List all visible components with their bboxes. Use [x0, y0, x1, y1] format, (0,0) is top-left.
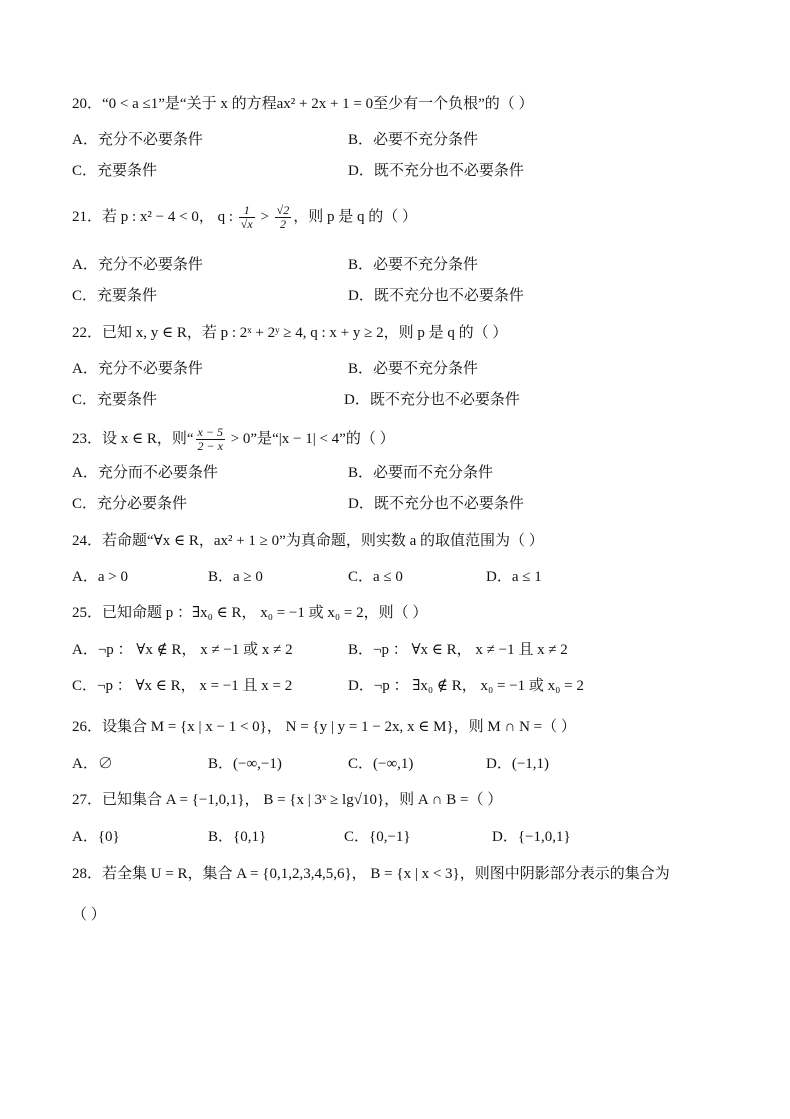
- question-20-option-d: D．既不充分也不必要条件: [348, 163, 524, 179]
- question-22-option-d: D．既不充分也不必要条件: [344, 392, 520, 408]
- question-23-suffix: > 0”是“|x − 1| < 4”的（ ）: [226, 430, 395, 447]
- question-28-answer-paren: （ ）: [72, 907, 106, 923]
- question-27-stem: 27．已知集合 A = {−1,0,1}， B = {x | 3ˣ ≥ lg√10}，则 A ∩ B =（ ）: [72, 792, 503, 808]
- question-20-stem: 20．“0 < a ≤1”是“关于 x 的方程ax² + 2x + 1 = 0至少有一个负根”的（ ）: [72, 96, 534, 112]
- question-25-option-c: C．¬p ： ∀x ∈ R， x = −1 且 x = 2: [72, 678, 293, 694]
- question-26-option-d: D．(−1,1): [486, 756, 550, 772]
- question-24-option-b: B．a ≥ 0: [208, 569, 263, 585]
- fraction-numerator: x − 5: [197, 425, 223, 439]
- fraction-numerator: 1: [239, 204, 255, 218]
- question-20-option-a: A．充分不必要条件: [72, 132, 203, 148]
- question-27-option-d: D．{−1,0,1}: [492, 829, 571, 845]
- question-26-option-a: A．∅: [72, 756, 113, 772]
- fraction-numerator: √2: [276, 203, 290, 217]
- question-24-stem: 24．若命题“∀x ∈ R，ax² + 1 ≥ 0”为真命题，则实数 a 的取值范围为（ ）: [72, 533, 544, 549]
- question-25-option-d: D．¬p ： ∃x₀ ∉ R， x₀ = −1 或 x₀ = 2: [348, 678, 584, 694]
- question-23-stem: [72, 426, 395, 453]
- question-22-option-a: A．充分不必要条件: [72, 361, 203, 377]
- question-22-stem: 22．已知 x, y ∈ R，若 p : 2ˣ + 2ʸ ≥ 4, q : x + y ≥ 2，则 p 是 q 的（ ）: [72, 325, 508, 341]
- question-25-option-a: A．¬p ： ∀x ∉ R， x ≠ −1 或 x ≠ 2: [72, 642, 293, 658]
- question-22-option-b: B．必要不充分条件: [348, 361, 479, 377]
- question-21-stem: [72, 204, 417, 231]
- question-21-option-a: A．充分不必要条件: [72, 257, 203, 273]
- question-27-option-a: A．{0}: [72, 829, 120, 845]
- fraction-denominator: 2: [279, 217, 286, 231]
- fraction-denominator: √x: [240, 217, 253, 231]
- question-23-option-c: C．充分必要条件: [72, 496, 188, 512]
- question-24-option-d: D．a ≤ 1: [486, 569, 542, 585]
- question-22-option-c: C．充要条件: [72, 392, 158, 408]
- fraction-sqrt2-over-2: [275, 204, 292, 231]
- question-23-option-d: D．既不充分也不必要条件: [348, 496, 524, 512]
- question-21-prefix: 21．若 p : x² − 4 < 0， q :: [72, 208, 237, 225]
- question-20-option-c: C．充要条件: [72, 163, 158, 179]
- fraction-1-over-sqrt-x: [239, 204, 255, 231]
- question-20-option-b: B．必要不充分条件: [348, 132, 479, 148]
- question-21-option-b: B．必要不充分条件: [348, 257, 479, 273]
- question-23-option-b: B．必要而不充分条件: [348, 465, 494, 481]
- question-24-option-c: C．a ≤ 0: [348, 569, 403, 585]
- fraction-denominator: 2 − x: [197, 439, 223, 453]
- question-21-option-d: D．既不充分也不必要条件: [348, 288, 524, 304]
- question-23-prefix: 23．设 x ∈ R，则“: [72, 430, 194, 447]
- question-26-stem: 26．设集合 M = {x | x − 1 < 0}， N = {y | y = 1 − 2x, x ∈ M}，则 M ∩ N =（ ）: [72, 719, 576, 735]
- question-26-option-b: B．(−∞,−1): [208, 756, 282, 772]
- fraction-x-minus-5-over-2-minus-x: [196, 426, 225, 453]
- question-23-option-a: A．充分而不必要条件: [72, 465, 218, 481]
- question-25-stem: 25．已知命题 p ：∃x₀ ∈ R， x₀ = −1 或 x₀ = 2，则（ ）: [72, 605, 428, 621]
- question-28-stem: 28．若全集 U = R，集合 A = {0,1,2,3,4,5,6}， B = {x | x < 3}，则图中阴影部分表示的集合为: [72, 866, 670, 882]
- question-21-option-c: C．充要条件: [72, 288, 158, 304]
- question-27-option-b: B．{0,1}: [208, 829, 267, 845]
- question-21-suffix: ，则 p 是 q 的（ ）: [293, 208, 418, 225]
- greater-than: >: [256, 208, 273, 225]
- question-25-option-b: B．¬p ： ∀x ∈ R， x ≠ −1 且 x ≠ 2: [348, 642, 568, 658]
- question-27-option-c: C．{0,−1}: [344, 829, 411, 845]
- question-24-option-a: A．a > 0: [72, 569, 128, 585]
- question-26-option-c: C．(−∞,1): [348, 756, 414, 772]
